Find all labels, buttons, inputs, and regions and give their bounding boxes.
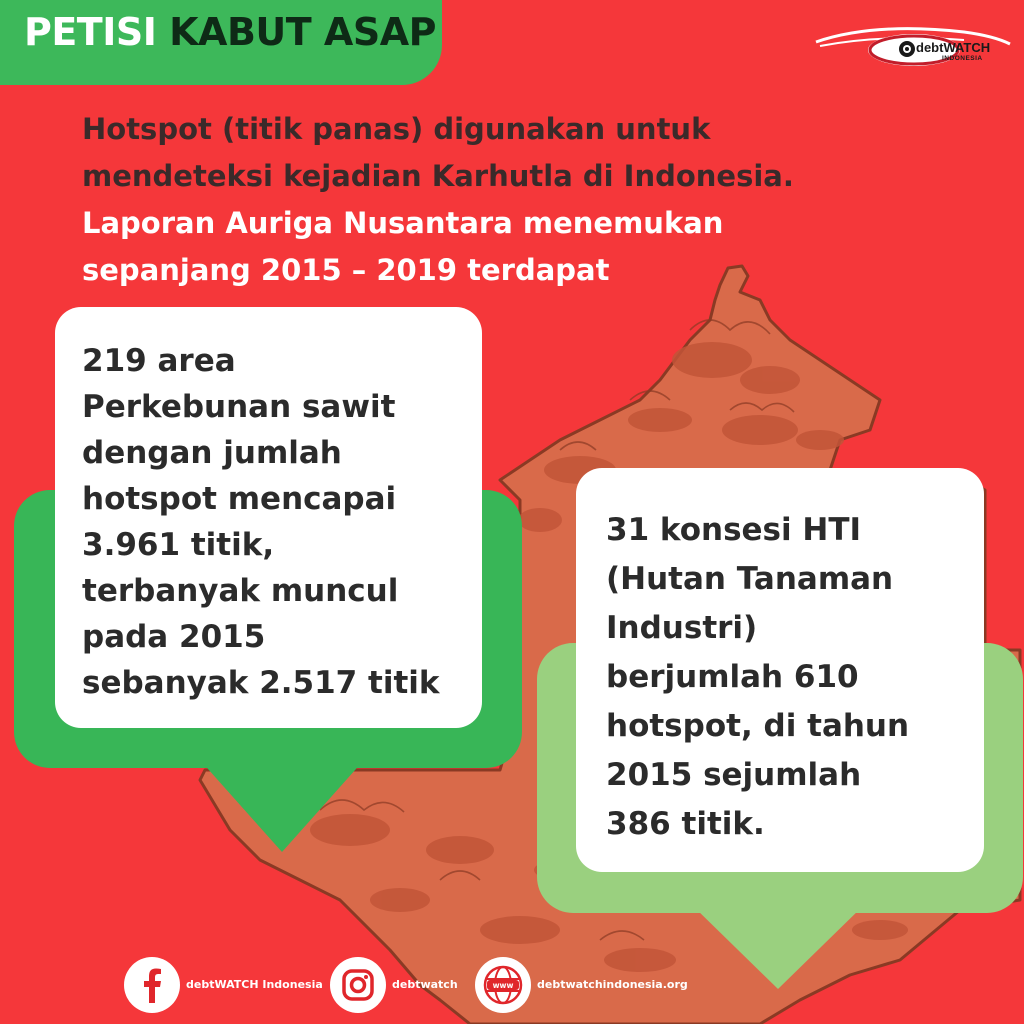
instagram-label[interactable]: debtwatch: [392, 978, 458, 991]
header-title: [24, 10, 436, 54]
header-tag: [0, 0, 442, 85]
logo-name: debtWATCH: [916, 40, 991, 55]
facebook-label[interactable]: debtWATCH Indonesia: [186, 978, 323, 991]
website-label[interactable]: debtwatchindonesia.org: [537, 978, 688, 991]
right-bubble-text: 31 konsesi HTI (Hutan Tanaman Industri) berjumlah 610 hotspot, di tahun 2015 sejumlah 386 titik.: [606, 512, 910, 842]
intro-line-4: sepanjang 2015 – 2019 terdapat: [82, 253, 610, 287]
debtwatch-logo: [814, 24, 1014, 72]
logo-subtitle: INDONESIA: [942, 55, 983, 62]
intro-text: [82, 106, 942, 294]
facebook-icon[interactable]: [124, 957, 180, 1013]
header-title-word2: KABUT ASAP: [169, 10, 436, 54]
intro-line-1: Hotspot (titik panas) digunakan untuk: [82, 112, 711, 146]
globe-badge-text: www: [492, 981, 514, 990]
left-bubble-text: 219 area Perkebunan sawit dengan jumlah hotspot mencapai 3.961 titik, terbanyak muncul pada 2015 sebanyak 2.517 titik: [82, 343, 440, 701]
eye-icon: [898, 40, 916, 58]
globe-icon[interactable]: [475, 957, 531, 1013]
footer-social-bar: [0, 955, 1024, 1015]
header-title-word1: PETISI: [24, 10, 157, 54]
instagram-icon[interactable]: [330, 957, 386, 1013]
left-bubble-tail: [200, 760, 364, 852]
intro-line-3: Laporan Auriga Nusantara menemukan: [82, 206, 724, 240]
intro-line-2: mendeteksi kejadian Karhutla di Indonesia.: [82, 159, 794, 193]
